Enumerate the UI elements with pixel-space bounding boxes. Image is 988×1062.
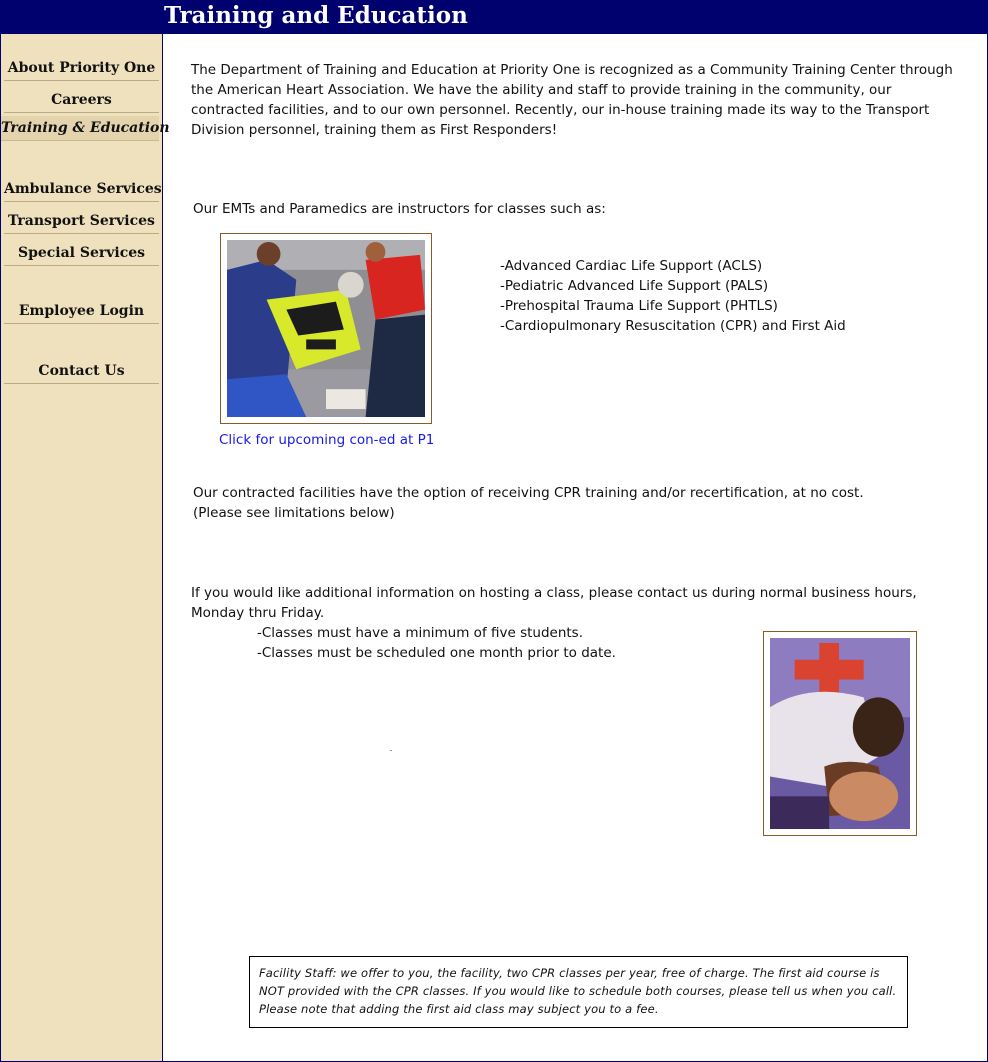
sidebar-item-contact[interactable]: Contact Us xyxy=(4,359,159,384)
requirement-item: -Classes must be scheduled one month prior to date. xyxy=(257,645,616,661)
class-item: -Cardiopulmonary Resuscitation (CPR) and First Aid xyxy=(500,318,846,334)
class-item: -Prehospital Trauma Life Support (PHTLS) xyxy=(500,298,778,314)
sidebar-item-careers[interactable]: Careers xyxy=(4,88,159,113)
sidebar-item-ambulance[interactable]: Ambulance Services xyxy=(4,177,159,202)
limitations-note: (Please see limitations below) xyxy=(193,505,395,521)
header-bar xyxy=(0,0,988,33)
stray-pixel xyxy=(390,750,392,751)
sidebar-item-transport[interactable]: Transport Services xyxy=(4,209,159,234)
sidebar-item-about[interactable]: About Priority One xyxy=(4,56,159,81)
requirement-item: -Classes must have a minimum of five students. xyxy=(257,625,584,641)
hosting-paragraph: If you would like additional information on hosting a class, please contact us during normal business hours, xyxy=(191,585,917,601)
facility-staff-notice: Facility Staff: we offer to you, the facility, two CPR classes per year, free of charge. The first aid course is NOT provided with the CPR classes. If you would like to schedule both courses, please tell us when you call. Please note that adding the first aid class may subject you to a fee. xyxy=(249,956,908,1028)
instructors-heading: Our EMTs and Paramedics are instructors for classes such as: xyxy=(193,201,606,217)
cpr-practice-photo xyxy=(763,631,917,836)
rescue-scene-image xyxy=(227,240,425,417)
cpr-mannequin-image xyxy=(770,638,910,829)
intro-paragraph: The Department of Training and Education at Priority One is recognized as a Community Training Center through the American Heart Association. We have the ability and staff to provide training in the community, our contracted facilities, and to our own personnel. Recently, our in-house training made its way to the Transport Division personnel, training them as First Responders! xyxy=(191,62,953,138)
class-item: -Advanced Cardiac Life Support (ACLS) xyxy=(500,258,763,274)
sidebar-item-special[interactable]: Special Services xyxy=(4,241,159,266)
class-item: -Pediatric Advanced Life Support (PALS) xyxy=(500,278,769,294)
sidebar-item-training[interactable]: Training & Education xyxy=(1,116,159,141)
page-title: Training and Education xyxy=(164,2,468,29)
hosting-days: Monday thru Friday. xyxy=(191,605,325,621)
facilities-paragraph: Our contracted facilities have the option of receiving CPR training and/or recertification, at no cost. xyxy=(193,485,864,501)
upcoming-con-ed-link[interactable]: Click for upcoming con-ed at P1 xyxy=(219,432,435,448)
cpr-training-photo[interactable] xyxy=(220,233,432,424)
sidebar-item-employee-login[interactable]: Employee Login xyxy=(4,299,159,324)
